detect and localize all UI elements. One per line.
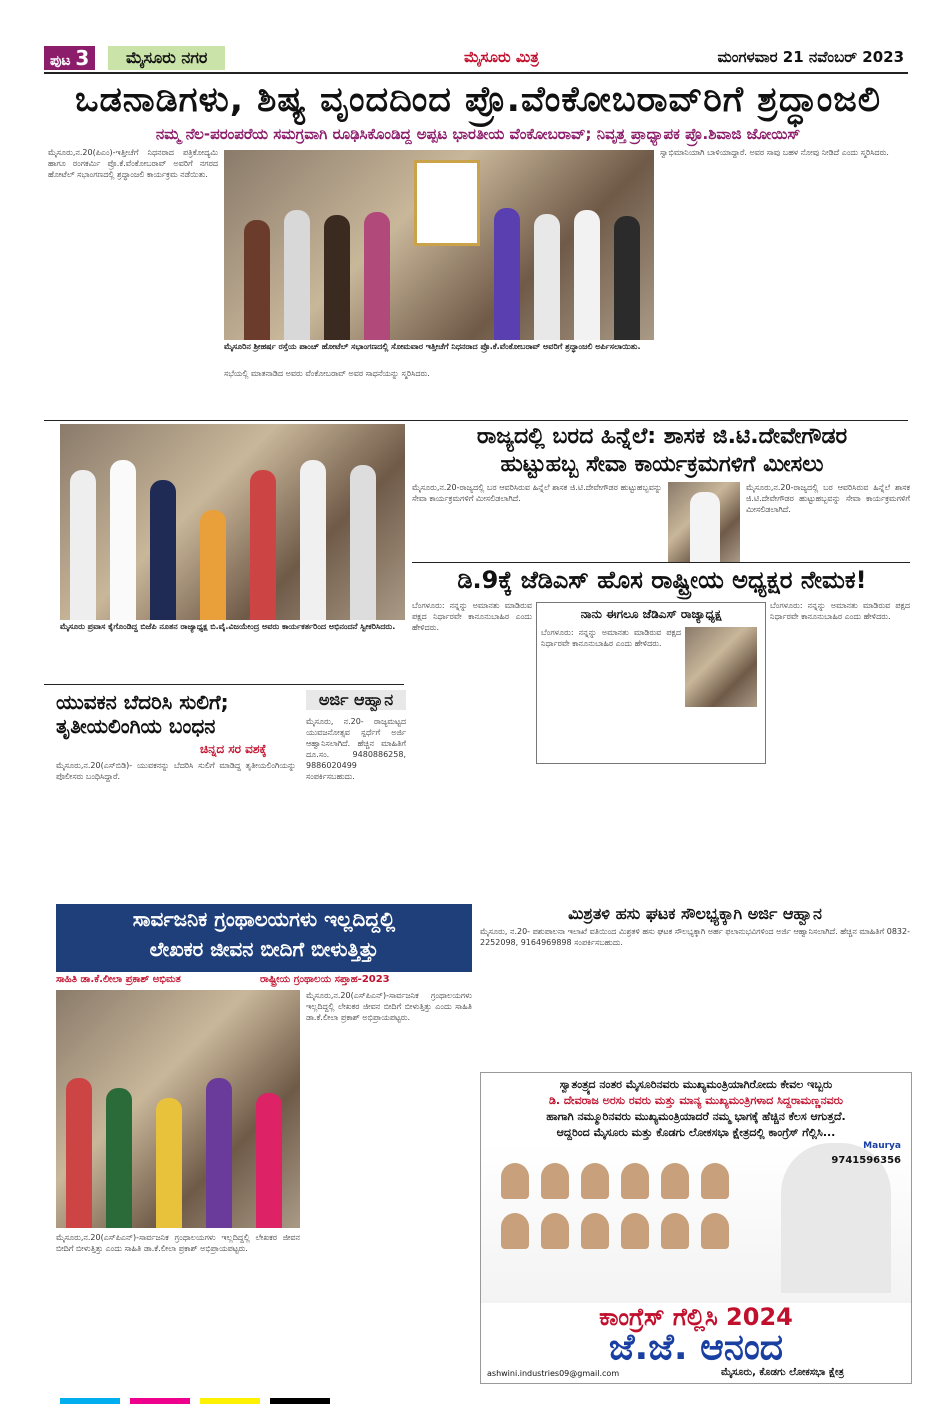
- color-bar: [200, 1398, 260, 1404]
- page-number: 3: [75, 46, 90, 70]
- ad-photo-strip: [481, 1143, 911, 1303]
- issue-date: ಮಂಗಳವಾರ 21 ನವೆಂಬರ್ 2023: [717, 48, 904, 66]
- divider: [44, 420, 908, 421]
- ad-line-2: ಡಿ. ದೇವರಾಜ ಅರಸು ರವರು ಮತ್ತು ಮಾನ್ಯ ಮುಖ್ಯಮಂತ್ರಿಗಳಾದ ಸಿದ್ದರಾಮಣ್ಣನವರು: [548, 1094, 844, 1107]
- page-header: [44, 46, 904, 70]
- header-rule: [44, 72, 908, 74]
- story5-headline: ಅರ್ಜಿ ಆಹ್ವಾನ: [306, 690, 406, 710]
- ad-line-4: ಆದ್ದರಿಂದ ಮೈಸೂರು ಮತ್ತು ಕೊಡಗು ಲೋಕಸಭಾ ಕ್ಷೇತ್ರದಲ್ಲಿ ಕಾಂಗ್ರೆಸ್ ಗೆಲ್ಲಿಸಿ...: [556, 1126, 836, 1139]
- story3-box-title: ನಾನು ಈಗಲೂ ಜೆಡಿಎಸ್ ರಾಜ್ಯಾಧ್ಯಕ್ಷ: [580, 607, 722, 621]
- ad-line-3: ಹಾಗಾಗಿ ನಮ್ಮೂರಿನವರು ಮುಖ್ಯಮಂತ್ರಿಯಾದರೆ ನಮ್ಮ ಭಾಗಕ್ಕೆ ಹೆಚ್ಚಿನ ಕೆಲಸ ಆಗುತ್ತದೆ.: [546, 1110, 846, 1123]
- lead-headline: ಒಡನಾಡಿಗಳು, ಶಿಷ್ಯ ವೃಂದದಿಂದ ಪ್ರೊ.ವೆಂಕೋಬರಾವ್‌ರಿಗೆ ಶ್ರದ್ಧಾಂಜಲಿ: [74, 80, 882, 120]
- lead-body: ಸಭೆಯಲ್ಲಿ ಮಾತನಾಡಿದ ಅವರು ವೆಂಕೋಬರಾವ್ ಅವರ ಸಾಧನೆಯನ್ನು ಸ್ಮರಿಸಿದರು.: [224, 369, 430, 378]
- story4-headline-1: ಯುವಕನ ಬೆದರಿಸಿ ಸುಲಿಗೆ;: [56, 690, 229, 714]
- story5-body: ಮೈಸೂರು, ನ.20- ರಾಜ್ಯಮಟ್ಟದ ಯುವಜನೋತ್ಸವ ಸ್ಪರ್ಧೆಗೆ ಅರ್ಜಿ ಆಹ್ವಾನಿಸಲಾಗಿದೆ. ಹೆಚ್ಚಿನ ಮಾಹಿತಿಗೆ ದೂ.ಸಂ. 9480886258, 9886020499 ಸಂಪರ್ಕಿಸಬಹುದು.: [306, 717, 406, 781]
- story7-headline: ಮಿಶ್ರತಳಿ ಹಸು ಘಟಕ ಸೌಲಭ್ಯಕ್ಕಾಗಿ ಅರ್ಜಿ ಆಹ್ವಾನ: [568, 904, 822, 923]
- story6-header-band: [56, 904, 472, 972]
- story4-body: ಮೈಸೂರು,ನ.20(ಎಸ್‌ಬಿಡಿ)- ಯುವಕನನ್ನು ಬೆದರಿಸಿ ಸುಲಿಗೆ ಮಾಡಿದ್ದ ತೃತೀಯಲಿಂಗಿಯನ್ನು ಪೊಲೀಸರು ಬಂಧಿಸಿದ್ದಾರೆ.: [56, 761, 296, 781]
- story6-kicker-2: ರಾಷ್ಟ್ರೀಯ ಗ್ರಂಥಾಲಯ ಸಪ್ತಾಹ-2023: [260, 974, 390, 985]
- ibrahim-photo: [685, 627, 757, 707]
- story3-body-right: ಬೆಂಗಳೂರು: ನನ್ನನ್ನು ಅಮಾನತು ಮಾಡಿರುವ ಪಕ್ಷದ ನಿರ್ಧಾರವೇ ಕಾನೂನುಬಾಹಿರ ಎಂದು ಹೇಳಿದರು.: [770, 601, 910, 621]
- ad-candidate-name: ಜೆ.ಜೆ. ಆನಂದ: [608, 1327, 784, 1368]
- color-bar: [270, 1398, 330, 1404]
- ad-constituency: ಮೈಸೂರು, ಕೊಡಗು ಲೋಕಸಭಾ ಕ್ಷೇತ್ರ: [721, 1367, 844, 1378]
- story6-headline-1: ಸಾರ್ವಜನಿಕ ಗ್ರಂಥಾಲಯಗಳು ಇಲ್ಲದಿದ್ದಲ್ಲಿ: [132, 907, 396, 931]
- library-event-photo: [56, 990, 300, 1228]
- page-label: ಪುಟ: [50, 53, 71, 69]
- ad-header: [481, 1073, 911, 1141]
- story4-tag: ಚಿನ್ನದ ಸರ ವಶಕ್ಕೆ: [200, 742, 267, 756]
- divider: [412, 562, 910, 563]
- story6-body: ಮೈಸೂರು,ನ.20(ಎಸ್‌ಪಿಎನ್)-ಸಾರ್ವಜನಿಕ ಗ್ರಂಥಾಲಯಗಳು ಇಲ್ಲದಿದ್ದಲ್ಲಿ ಲೇಖಕರ ಜೀವನ ಬೀದಿಗೆ ಬೀಳುತ್ತಿತ್ತು ಎಂದು ಸಾಹಿತಿ ಡಾ.ಕೆ.ಲೀಲಾ ಪ್ರಕಾಶ್ ಅಭಿಪ್ರಾಯಪಟ್ಟರು.: [56, 1233, 300, 1253]
- story6-body-2: ಮೈಸೂರು,ನ.20(ಎಸ್‌ಪಿಎನ್)-ಸಾರ್ವಜನಿಕ ಗ್ರಂಥಾಲಯಗಳು ಇಲ್ಲದಿದ್ದಲ್ಲಿ ಲೇಖಕರ ಜೀವನ ಬೀದಿಗೆ ಬೀಳುತ್ತಿತ್ತು ಎಂದು ಸಾಹಿತಿ ಡಾ.ಕೆ.ಲೀಲಾ ಪ್ರಕಾಶ್ ಅಭಿಪ್ರಾಯಪಟ್ಟರು.: [306, 991, 472, 1022]
- lead-photo-caption: ಮೈಸೂರಿನ ಶ್ರೀಹರ್ಷ ರಸ್ತೆಯ ಪಾಂಚ್ ಹೋಟೆಲ್ ಸಭಾಂಗಣದಲ್ಲಿ ಸೋಮವಾರ ಇತ್ತೀಚೆಗೆ ನಿಧನರಾದ ಪ್ರೊ.ಕೆ.ವೆಂಕೋಬರಾವ್ ಅವರಿಗೆ ಶ್ರದ್ಧಾಂಜಲಿ ಅರ್ಪಿಸಲಾಯಿತು.: [224, 342, 641, 351]
- ad-logo: Maurya: [863, 1141, 901, 1151]
- divider: [44, 684, 404, 685]
- story3-box-body: ಬೆಂಗಳೂರು: ನನ್ನನ್ನು ಅಮಾನತು ಮಾಡಿರುವ ಪಕ್ಷದ ನಿರ್ಧಾರವೇ ಕಾನೂನುಬಾಹಿರ ಎಂದು ಹೇಳಿದರು.: [541, 628, 681, 648]
- devegowda-photo: [668, 482, 740, 562]
- story6-headline-2: ಲೇಖಕರ ಜೀವನ ಬೀದಿಗೆ ಬೀಳುತ್ತಿತ್ತು: [149, 937, 379, 961]
- congress-ad: [480, 1072, 912, 1384]
- vijayendra-caption: ಮೈಸೂರು ಪ್ರವಾಸ ಕೈಗೊಂಡಿದ್ದ ಬಿಜೆಪಿ ನೂತನ ರಾಜ್ಯಾಧ್ಯಕ್ಷ ಬಿ.ವೈ.ವಿಜಯೇಂದ್ರ ಅವರು ಕಾರ್ಯಕರ್ತರಿಂದ ಅಭಿನಂದನೆ ಸ್ವೀಕರಿಸಿದರು.: [60, 622, 396, 631]
- lead-right-column: ಸ್ವಾಭಿಮಾನಿಯಾಗಿ ಬಾಳಿಯಾದ್ದಾರೆ. ಅವರ ಸಾವು ಬಹಳ ನೋವು ನೀಡಿದೆ ಎಂದು ಸ್ಮರಿಸಿದರು.: [660, 148, 889, 157]
- page-number-badge: [44, 46, 95, 70]
- masthead: ಮೈಸೂರು ಮಿತ್ರ: [464, 48, 539, 66]
- color-bar: [130, 1398, 190, 1404]
- ad-slogan: ಕಾಂಗ್ರೆಸ್ ಗೆಲ್ಲಿಸಿ 2024: [599, 1303, 793, 1331]
- story2-headline-2: ಹುಟ್ಟುಹಬ್ಬ ಸೇವಾ ಕಾರ್ಯಕ್ರಮಗಳಿಗೆ ಮೀಸಲು: [500, 452, 824, 477]
- vijayendra-photo: [60, 424, 405, 620]
- color-bar: [60, 1398, 120, 1404]
- story2-right-column: ಮೈಸೂರು,ನ.20-ರಾಜ್ಯದಲ್ಲಿ ಬರ ಆವರಿಸಿರುವ ಹಿನ್ನೆಲೆ ಶಾಸಕ ಜಿ.ಟಿ.ದೇವೇಗೌಡರ ಹುಟ್ಟುಹಬ್ಬವನ್ನು ಸೇವಾ ಕಾರ್ಯಕ್ರಮಗಳಿಗೆ ಮೀಸಲಿಡಲಾಗಿದೆ.: [746, 483, 910, 514]
- story3-headline: ಡಿ.9ಕ್ಕೆ ಜೆಡಿಎಸ್ ಹೊಸ ರಾಷ್ಟ್ರೀಯ ಅಧ್ಯಕ್ಷರ ನೇಮಕ!: [457, 566, 867, 594]
- ad-email: ashwini.industries09@gmail.com: [487, 1369, 620, 1378]
- story4-headline-2: ತೃತೀಯಲಿಂಗಿಯ ಬಂಧನ: [56, 714, 216, 738]
- story2-body: ಮೈಸೂರು,ನ.20-ರಾಜ್ಯದಲ್ಲಿ ಬರ ಆವರಿಸಿರುವ ಹಿನ್ನೆಲೆ ಶಾಸಕ ಜಿ.ಟಿ.ದೇವೇಗೌಡರ ಹುಟ್ಟುಹಬ್ಬವನ್ನು ಸೇವಾ ಕಾರ್ಯಕ್ರಮಗಳಿಗೆ ಮೀಸಲಿಡಲಾಗಿದೆ.: [412, 483, 662, 503]
- story3-box: [536, 602, 766, 764]
- story7-body: ಮೈಸೂರು, ನ.20- ಪಶುಪಾಲನಾ ಇಲಾಖೆ ವತಿಯಿಂದ ಮಿಶ್ರತಳಿ ಹಸು ಘಟಕ ಸೌಲಭ್ಯಕ್ಕಾಗಿ ಅರ್ಹ ಫಲಾನುಭವಿಗಳಿಂದ ಅರ್ಜಿ ಆಹ್ವಾನಿಸಲಾಗಿದೆ. ಹೆಚ್ಚಿನ ಮಾಹಿತಿಗೆ 0832-2252098, 9164969898 ಸಂಪರ್ಕಿಸಬಹುದು.: [480, 927, 910, 947]
- story6-kicker-1: ಸಾಹಿತಿ ಡಾ.ಕೆ.ಲೀಲಾ ಪ್ರಕಾಶ್ ಅಭಿಮತ: [56, 974, 181, 985]
- lead-photo: [224, 150, 654, 340]
- ad-phone: 9741596356: [831, 1155, 901, 1166]
- section-title: ಮೈಸೂರು ನಗರ: [108, 46, 225, 70]
- lead-subhead: ನಮ್ಮ ನೆಲ-ಪರಂಪರೆಯ ಸಮಗ್ರವಾಗಿ ರೂಢಿಸಿಕೊಂಡಿದ್ದ ಅಪ್ಪಟ ಭಾರತೀಯ ವೆಂಕೋಬರಾವ್; ನಿವೃತ್ತ ಪ್ರಾಧ್ಯಾಪಕ ಪ್ರೊ.ಶಿವಾಜಿ ಜೋಯಿಸ್: [155, 125, 801, 143]
- lead-intro: ಮೈಸೂರು,ನ.20(ಪಿಎಂ)-ಇತ್ತೀಚೆಗೆ ನಿಧನರಾದ ಪತ್ರಿಕೋದ್ಯಮಿ ಹಾಗೂ ರಂಗಕರ್ಮಿ ಪ್ರೊ.ಕೆ.ವೆಂಕೋಬರಾವ್ ಅವರಿಗೆ ನಗರದ ಹೋಟೆಲ್ ಸಭಾಂಗಣದಲ್ಲಿ ಶ್ರದ್ಧಾಂಜಲಿ ಕಾರ್ಯಕ್ರಮ ನಡೆಯಿತು.: [48, 148, 218, 179]
- story3-body-left: ಬೆಂಗಳೂರು: ನನ್ನನ್ನು ಅಮಾನತು ಮಾಡಿರುವ ಪಕ್ಷದ ನಿರ್ಧಾರವೇ ಕಾನೂನುಬಾಹಿರ ಎಂದು ಹೇಳಿದರು.: [412, 601, 532, 632]
- story2-headline-1: ರಾಜ್ಯದಲ್ಲಿ ಬರದ ಹಿನ್ನೆಲೆ: ಶಾಸಕ ಜಿ.ಟಿ.ದೇವೇಗೌಡರ: [476, 424, 848, 449]
- ad-line-1: ಸ್ವಾತಂತ್ರ್ಯದ ನಂತರ ಮೈಸೂರಿನವರು ಮುಖ್ಯಮಂತ್ರಿಯಾಗಿರೋದು ಕೇವಲ ಇಬ್ಬರು: [559, 1078, 833, 1091]
